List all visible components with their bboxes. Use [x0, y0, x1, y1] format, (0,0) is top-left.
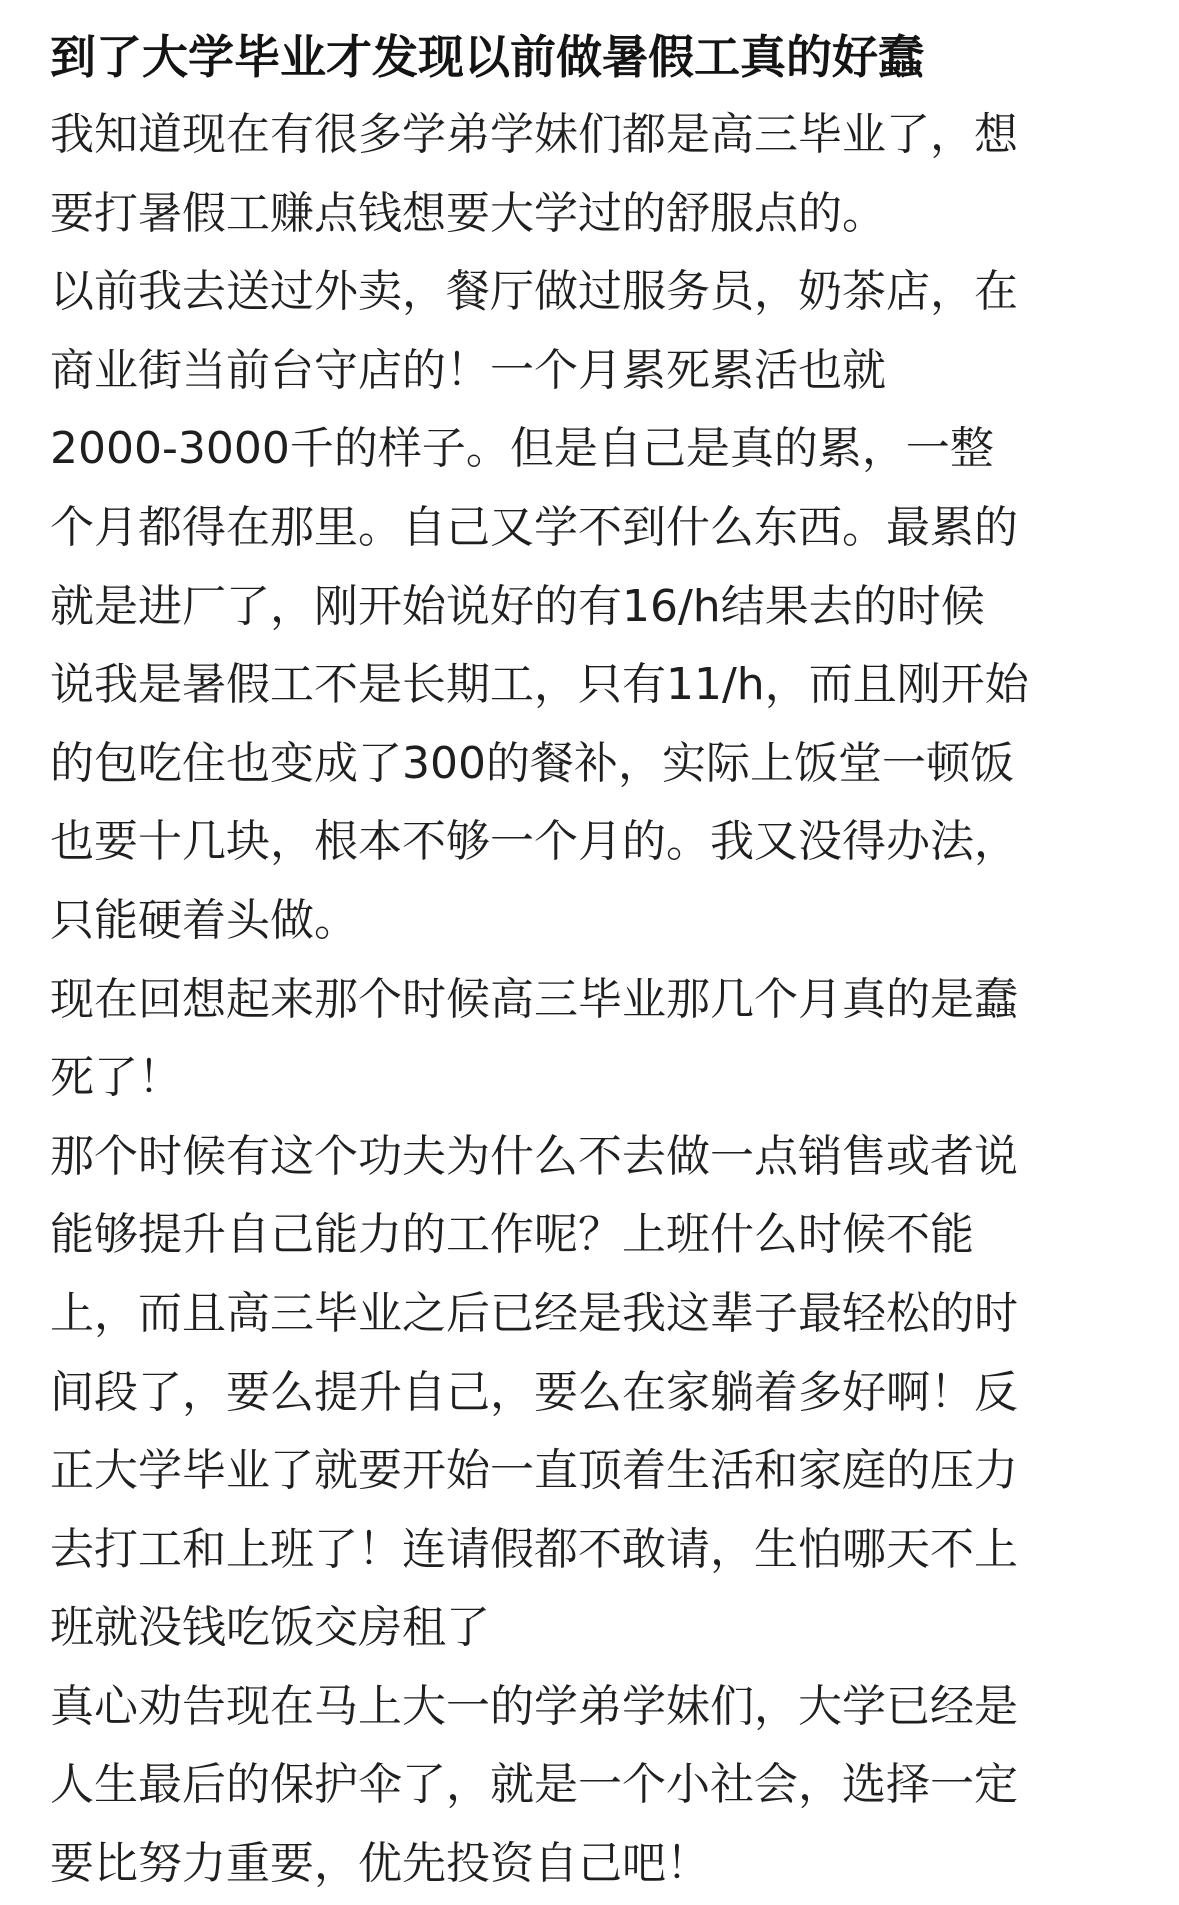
body-line: 那个时候有这个功夫为什么不去做一点销售或者说: [50, 1130, 1018, 1182]
body-line: 能够提升自己能力的工作呢？上班什么时候不能: [50, 1209, 974, 1261]
body-line: 也要十几块，根本不够一个月的。我又没得办法，: [50, 816, 1018, 868]
post-body: [50, 96, 1130, 1904]
body-line: 只能硬着头做。: [50, 894, 358, 946]
body-line: 上，而且高三毕业之后已经是我这辈子最轻松的时: [50, 1287, 1018, 1339]
body-line: 我知道现在有很多学弟学妹们都是高三毕业了，想: [50, 109, 1018, 160]
body-line: 就是进厂了，刚开始说好的有16/h结果去的时候: [50, 580, 985, 632]
body-line: 死了！: [50, 1052, 182, 1104]
body-line: 商业街当前台守店的！一个月累死累活也就: [50, 344, 886, 396]
body-line: 要打暑假工赚点钱想要大学过的舒服点的。: [50, 187, 886, 239]
body-line: 间段了，要么提升自己，要么在家躺着多好啊！反: [50, 1366, 1018, 1418]
body-line: 的包吃住也变成了300的餐补，实际上饭堂一顿饭: [50, 737, 1014, 789]
body-line: 班就没钱吃饭交房租了: [50, 1602, 490, 1654]
body-line: 说我是暑假工不是长期工，只有11/h，而且刚开始: [50, 659, 1029, 711]
body-line: 真心劝告现在马上大一的学弟学妹们，大学已经是: [50, 1680, 1018, 1732]
body-line: 以前我去送过外卖，餐厅做过服务员，奶茶店，在: [50, 266, 1018, 318]
body-line: 现在回想起来那个时候高三毕业那几个月真的是蠢: [50, 973, 1018, 1025]
post-title: 到了大学毕业才发现以前做暑假工真的好蠢: [50, 30, 924, 84]
post-container: [50, 18, 1130, 1904]
body-line: 2000-3000千的样子。但是自己是真的累，一整: [50, 423, 994, 475]
body-line: 去打工和上班了！连请假都不敢请，生怕哪天不上: [50, 1523, 1018, 1575]
body-line: 人生最后的保护伞了，就是一个小社会，选择一定: [50, 1759, 1018, 1811]
body-line: 正大学毕业了就要开始一直顶着生活和家庭的压力: [50, 1445, 1018, 1497]
body-line: 个月都得在那里。自己又学不到什么东西。最累的: [50, 501, 1018, 553]
body-line: 要比努力重要，优先投资自己吧！: [50, 1838, 710, 1890]
